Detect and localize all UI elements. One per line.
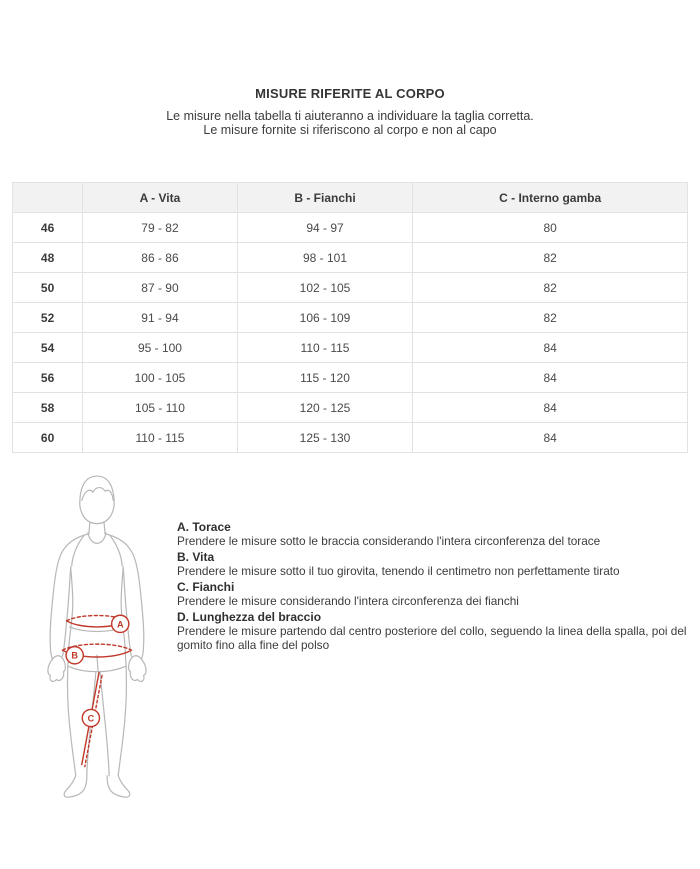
measure-cell: 82: [413, 303, 688, 333]
measurement-guide-list: [177, 519, 693, 654]
measure-cell: 95 - 100: [83, 333, 238, 363]
guide-item: [177, 550, 693, 578]
measure-cell: 120 - 125: [237, 393, 413, 423]
marker-letter-c: C: [87, 713, 95, 724]
measure-cell: 106 - 109: [237, 303, 413, 333]
guide-item: [177, 520, 693, 548]
header-row: [13, 183, 688, 213]
subtitle-line-1: Le misure nella tabella ti aiuteranno a individuare la taglia corretta.: [166, 109, 534, 123]
measure-cell: 110 - 115: [237, 333, 413, 363]
measure-cell: 87 - 90: [83, 273, 238, 303]
measure-cell: 98 - 101: [237, 243, 413, 273]
size-cell: 50: [13, 273, 83, 303]
table-row: [13, 243, 688, 273]
guide-item: [177, 610, 693, 652]
body-measurement-figure: [24, 472, 176, 798]
page-header: [0, 86, 700, 137]
measure-cell: 115 - 120: [237, 363, 413, 393]
size-cell: 48: [13, 243, 83, 273]
guide-item: [177, 580, 693, 608]
measure-cell: 86 - 86: [83, 243, 238, 273]
header-cell-fianchi: B - Fianchi: [237, 183, 413, 213]
measure-cell: 84: [413, 333, 688, 363]
male-body-diagram: [24, 472, 176, 798]
guide-item-description: Prendere le misure sotto il tuo girovita, tenendo il centimetro non perfettamente tirato: [177, 564, 620, 578]
body-outline: [48, 476, 146, 797]
page-title: MISURE RIFERITE AL CORPO: [255, 86, 445, 101]
table-row: [13, 333, 688, 363]
header-cell-interno-gamba: C - Interno gamba: [413, 183, 688, 213]
subtitle-line-2: Le misure fornite si riferiscono al corpo e non al capo: [203, 123, 497, 137]
measure-cell: 82: [413, 273, 688, 303]
size-cell: 56: [13, 363, 83, 393]
table-row: [13, 303, 688, 333]
measurement-markers: [63, 615, 132, 766]
size-cell: 46: [13, 213, 83, 243]
guide-item-label: D. Lunghezza del braccio: [177, 610, 322, 624]
table-row: [13, 213, 688, 243]
table-row: [13, 273, 688, 303]
guide-item-label: A. Torace: [177, 520, 231, 534]
guide-item-label: B. Vita: [177, 550, 215, 564]
measure-cell: 125 - 130: [237, 423, 413, 453]
waist-marker-a: [67, 615, 129, 632]
size-cell: 52: [13, 303, 83, 333]
header-cell-vita: A - Vita: [83, 183, 238, 213]
size-table: [12, 182, 688, 453]
measure-cell: 102 - 105: [237, 273, 413, 303]
table-row: [13, 393, 688, 423]
measure-cell: 110 - 115: [83, 423, 238, 453]
guide-item-description: Prendere le misure partendo dal centro posteriore del collo, seguendo la linea della spalla, poi del gomito fino alla fine del polso: [177, 624, 687, 652]
measure-cell: 94 - 97: [237, 213, 413, 243]
header-cell-size: [13, 183, 83, 213]
guide-item-description: Prendere le misure considerando l'intera circonferenza dei fianchi: [177, 594, 519, 608]
inseam-marker-c: [82, 672, 102, 766]
marker-letter-a: A: [116, 619, 124, 630]
page-subtitle: [0, 109, 700, 137]
table-row: [13, 363, 688, 393]
measure-cell: 84: [413, 363, 688, 393]
measure-cell: 100 - 105: [83, 363, 238, 393]
size-cell: 54: [13, 333, 83, 363]
guide-item-description: Prendere le misure sotto le braccia considerando l'intera circonferenza del torace: [177, 534, 601, 548]
measure-cell: 84: [413, 393, 688, 423]
measure-cell: 79 - 82: [83, 213, 238, 243]
guide-item-label: C. Fianchi: [177, 580, 235, 594]
size-cell: 58: [13, 393, 83, 423]
measure-cell: 82: [413, 243, 688, 273]
measure-cell: 91 - 94: [83, 303, 238, 333]
marker-letter-b: B: [71, 650, 78, 661]
measure-cell: 84: [413, 423, 688, 453]
size-table-body: [13, 213, 688, 453]
size-table-header: [13, 183, 688, 213]
measure-cell: 105 - 110: [83, 393, 238, 423]
measure-cell: 80: [413, 213, 688, 243]
size-cell: 60: [13, 423, 83, 453]
table-row: [13, 423, 688, 453]
